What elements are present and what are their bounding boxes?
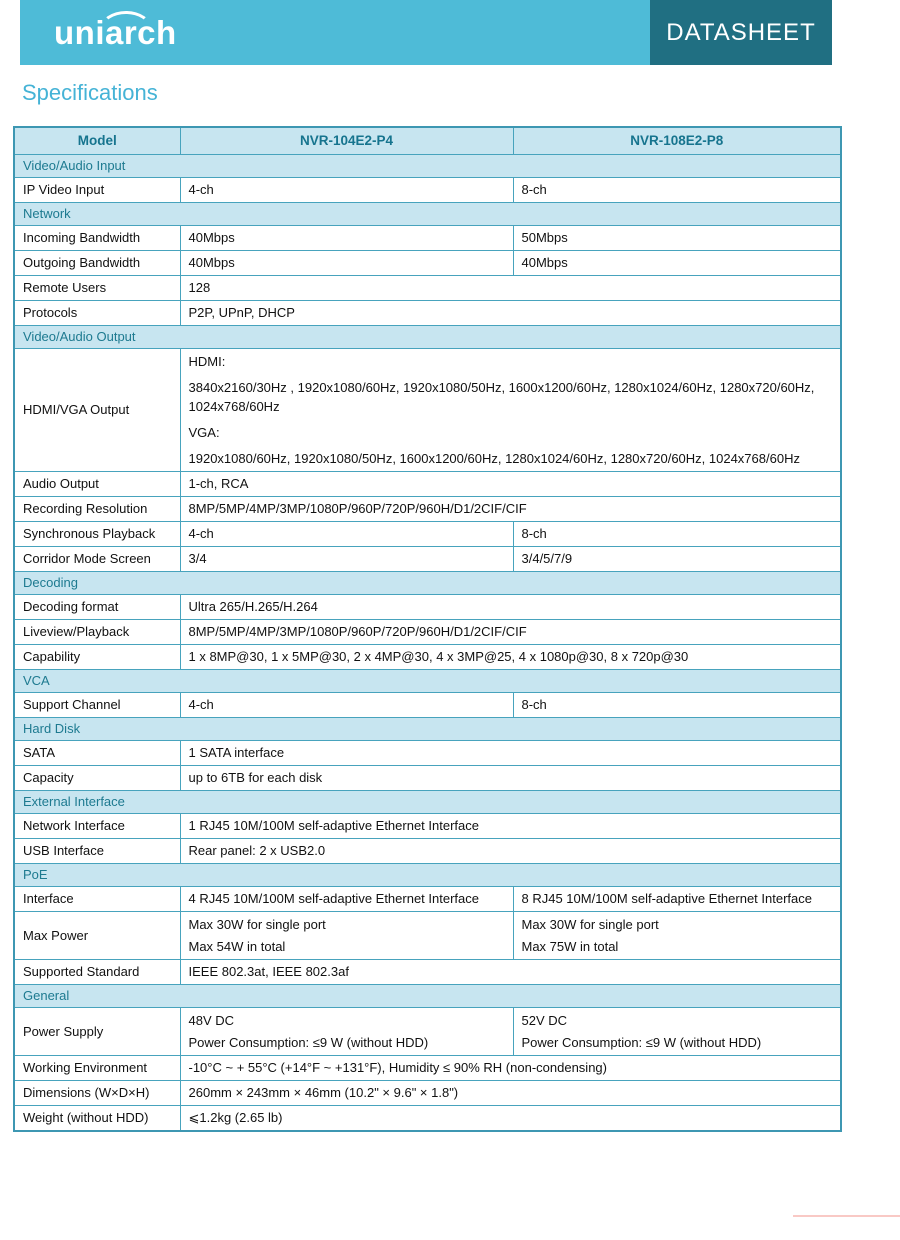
max-power-single-port-col1: Max 30W for single port — [188, 917, 326, 932]
value-span: 260mm × 243mm × 46mm (10.2" × 9.6" × 1.8") — [180, 1081, 841, 1106]
vga-heading: VGA: — [188, 425, 220, 440]
value-col1 — [180, 912, 513, 960]
section-title: Decoding — [14, 572, 841, 595]
power-consumption-col2: Power Consumption: ≤9 W (without HDD) — [521, 1035, 762, 1050]
value-span: P2P, UPnP, DHCP — [180, 301, 841, 326]
row-incoming-bandwidth — [14, 226, 841, 251]
section-vca — [14, 670, 841, 693]
row-ip-video-input — [14, 178, 841, 203]
section-general — [14, 985, 841, 1008]
row-label: SATA — [14, 741, 180, 766]
row-dimensions — [14, 1081, 841, 1106]
row-label: Capacity — [14, 766, 180, 791]
row-decoding-format — [14, 595, 841, 620]
section-video-audio-input — [14, 155, 841, 178]
value-col2: 8-ch — [513, 178, 841, 203]
row-label: Support Channel — [14, 693, 180, 718]
section-title: External Interface — [14, 791, 841, 814]
section-poe — [14, 864, 841, 887]
value-col1: 40Mbps — [180, 251, 513, 276]
value-col2 — [513, 912, 841, 960]
row-label: Remote Users — [14, 276, 180, 301]
row-label: Dimensions (W×D×H) — [14, 1081, 180, 1106]
row-liveview-playback — [14, 620, 841, 645]
max-power-total-col1: Max 54W in total — [188, 939, 286, 954]
page-title: Specifications — [22, 80, 158, 105]
section-title: Hard Disk — [14, 718, 841, 741]
value-col1 — [180, 1008, 513, 1056]
row-sata — [14, 741, 841, 766]
uniarch-logo-text: uniarch — [54, 14, 177, 51]
row-label: USB Interface — [14, 839, 180, 864]
section-network — [14, 203, 841, 226]
vga-resolutions: 1920x1080/60Hz, 1920x1080/50Hz, 1600x1200/60Hz, 1280x1024/60Hz, 1280x720/60Hz, 1024x768/60Hz — [188, 451, 800, 466]
row-capability — [14, 645, 841, 670]
section-title: PoE — [14, 864, 841, 887]
row-power-supply — [14, 1008, 841, 1056]
value-span: -10°C ~ + 55°C (+14°F ~ +131°F), Humidity ≤ 90% RH (non-condensing) — [180, 1056, 841, 1081]
row-label: Weight (without HDD) — [14, 1106, 180, 1132]
section-title: Video/Audio Output — [14, 326, 841, 349]
row-label: Capability — [14, 645, 180, 670]
max-power-total-col2: Max 75W in total — [521, 939, 619, 954]
row-synchronous-playback — [14, 522, 841, 547]
row-max-power — [14, 912, 841, 960]
value-col1: 4 RJ45 10M/100M self-adaptive Ethernet Interface — [180, 887, 513, 912]
value-span — [180, 349, 841, 472]
row-label: Liveview/Playback — [14, 620, 180, 645]
value-span: 128 — [180, 276, 841, 301]
value-col2: 8 RJ45 10M/100M self-adaptive Ethernet Interface — [513, 887, 841, 912]
section-title: VCA — [14, 670, 841, 693]
row-label: Working Environment — [14, 1056, 180, 1081]
specifications-table — [13, 126, 842, 1132]
row-label: Network Interface — [14, 814, 180, 839]
power-voltage-col1: 48V DC — [188, 1013, 235, 1028]
value-col1: 4-ch — [180, 178, 513, 203]
top-banner — [20, 0, 832, 65]
row-working-environment — [14, 1056, 841, 1081]
value-span: 8MP/5MP/4MP/3MP/1080P/960P/720P/960H/D1/2CIF/CIF — [180, 497, 841, 522]
row-support-channel — [14, 693, 841, 718]
datasheet-badge-label: DATASHEET — [666, 18, 816, 46]
row-poe-interface — [14, 887, 841, 912]
value-span: Ultra 265/H.265/H.264 — [180, 595, 841, 620]
section-title: Network — [14, 203, 841, 226]
row-supported-standard — [14, 960, 841, 985]
row-label: Protocols — [14, 301, 180, 326]
value-col1: 4-ch — [180, 693, 513, 718]
table-header-row — [14, 127, 841, 155]
value-col2 — [513, 1008, 841, 1056]
value-span: IEEE 802.3at, IEEE 802.3af — [180, 960, 841, 985]
row-label: IP Video Input — [14, 178, 180, 203]
value-col2: 40Mbps — [513, 251, 841, 276]
row-outgoing-bandwidth — [14, 251, 841, 276]
uniarch-logo — [54, 14, 177, 52]
hdmi-resolutions-line2: 1024x768/60Hz — [188, 399, 280, 414]
value-col1: 3/4 — [180, 547, 513, 572]
max-power-single-port-col2: Max 30W for single port — [521, 917, 659, 932]
row-label: Decoding format — [14, 595, 180, 620]
value-span: 8MP/5MP/4MP/3MP/1080P/960P/720P/960H/D1/2CIF/CIF — [180, 620, 841, 645]
row-label: Audio Output — [14, 472, 180, 497]
hdmi-heading: HDMI: — [188, 354, 226, 369]
datasheet-badge — [650, 0, 832, 65]
section-title: Video/Audio Input — [14, 155, 841, 178]
row-hdmi-vga-output — [14, 349, 841, 472]
row-audio-output — [14, 472, 841, 497]
row-label: Max Power — [14, 912, 180, 960]
value-span: ⩽1.2kg (2.65 lb) — [180, 1106, 841, 1132]
row-corridor-mode-screen — [14, 547, 841, 572]
row-usb-interface — [14, 839, 841, 864]
row-capacity — [14, 766, 841, 791]
hdmi-resolutions-line1: 3840x2160/30Hz , 1920x1080/60Hz, 1920x1080/50Hz, 1600x1200/60Hz, 1280x1024/60Hz, 1280x720/60Hz, — [188, 380, 815, 395]
section-video-audio-output — [14, 326, 841, 349]
header-model: Model — [14, 127, 180, 155]
value-col2: 8-ch — [513, 693, 841, 718]
row-label: HDMI/VGA Output — [14, 349, 180, 472]
value-span: up to 6TB for each disk — [180, 766, 841, 791]
row-label: Incoming Bandwidth — [14, 226, 180, 251]
value-span: 1 RJ45 10M/100M self-adaptive Ethernet Interface — [180, 814, 841, 839]
value-span: 1 x 8MP@30, 1 x 5MP@30, 2 x 4MP@30, 4 x 3MP@25, 4 x 1080p@30, 8 x 720p@30 — [180, 645, 841, 670]
header-model-nvr-108e2-p8: NVR-108E2-P8 — [513, 127, 841, 155]
section-title: General — [14, 985, 841, 1008]
value-col2: 3/4/5/7/9 — [513, 547, 841, 572]
power-voltage-col2: 52V DC — [521, 1013, 568, 1028]
value-col1: 40Mbps — [180, 226, 513, 251]
row-label: Corridor Mode Screen — [14, 547, 180, 572]
row-remote-users — [14, 276, 841, 301]
row-label: Interface — [14, 887, 180, 912]
row-weight — [14, 1106, 841, 1132]
value-col2: 50Mbps — [513, 226, 841, 251]
value-span: 1-ch, RCA — [180, 472, 841, 497]
row-protocols — [14, 301, 841, 326]
value-span: 1 SATA interface — [180, 741, 841, 766]
row-network-interface — [14, 814, 841, 839]
row-label: Supported Standard — [14, 960, 180, 985]
row-recording-resolution — [14, 497, 841, 522]
section-hard-disk — [14, 718, 841, 741]
logo-arc-icon — [100, 11, 152, 47]
value-col1: 4-ch — [180, 522, 513, 547]
row-label: Recording Resolution — [14, 497, 180, 522]
section-external-interface — [14, 791, 841, 814]
header-model-nvr-104e2-p4: NVR-104E2-P4 — [180, 127, 513, 155]
row-label: Synchronous Playback — [14, 522, 180, 547]
footer-accent-line — [793, 1215, 900, 1217]
section-decoding — [14, 572, 841, 595]
value-col2: 8-ch — [513, 522, 841, 547]
value-span: Rear panel: 2 x USB2.0 — [180, 839, 841, 864]
row-label: Power Supply — [14, 1008, 180, 1056]
power-consumption-col1: Power Consumption: ≤9 W (without HDD) — [188, 1035, 429, 1050]
row-label: Outgoing Bandwidth — [14, 251, 180, 276]
